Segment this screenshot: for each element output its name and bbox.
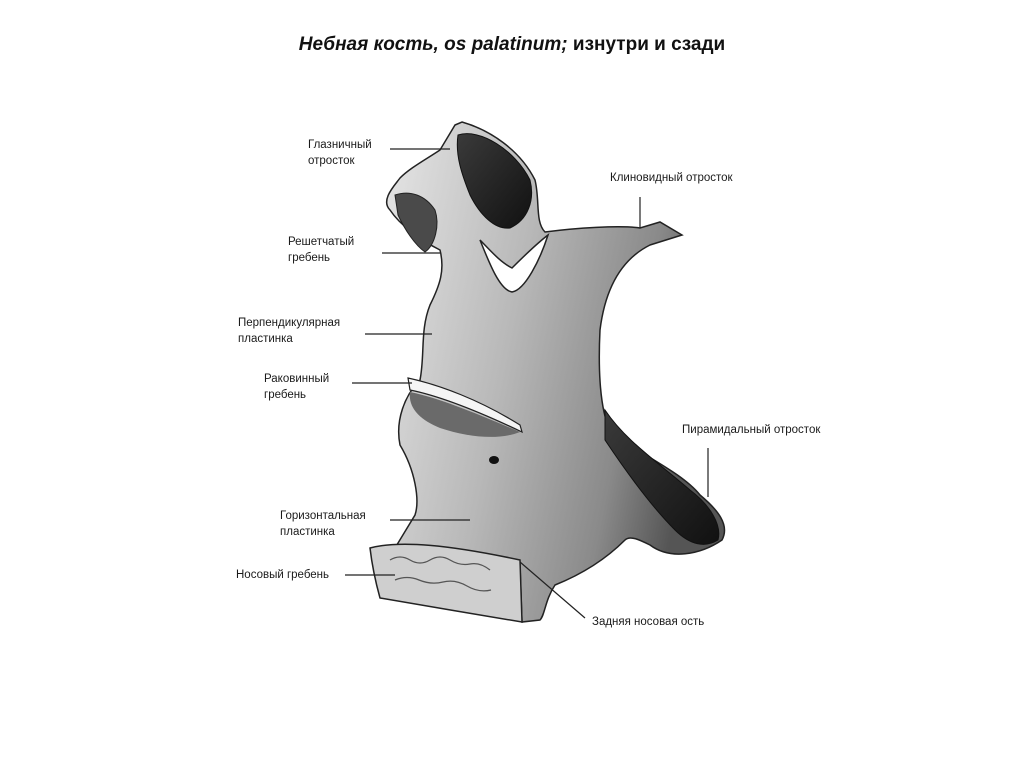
label-ethmoid-line1: Решетчатый (288, 236, 355, 248)
label-conchal-crest (264, 371, 329, 403)
label-ethmoid-crest (288, 234, 354, 266)
label-orbital-line2: отросток (308, 155, 355, 167)
label-orbital-line1: Глазничный (308, 139, 372, 151)
label-horizontal-line2: пластинка (280, 526, 335, 538)
label-pyramidal-line1: Пирамидальный отросток (682, 424, 821, 436)
label-nasal-crest (236, 567, 329, 583)
title-italic: Небная кость, os palatinum; (298, 34, 568, 55)
label-horizontal-plate (280, 508, 366, 540)
label-posterior-spine-line1: Задняя носовая ость (592, 616, 705, 628)
label-conchal-line2: гребень (264, 389, 307, 401)
label-ethmoid-line2: гребень (288, 252, 331, 264)
horizontal-plate (370, 544, 522, 622)
label-perpendicular-line2: пластинка (238, 333, 293, 345)
label-posterior-nasal-spine (592, 614, 704, 630)
label-sphenoid-process (610, 170, 733, 186)
label-conchal-line1: Раковинный (264, 373, 330, 385)
label-horizontal-line1: Горизонтальная (280, 510, 366, 522)
label-sphenoid-line1: Клиновидный отросток (610, 172, 733, 184)
label-perpendicular-line1: Перпендикулярная (238, 317, 341, 329)
small-foramen (489, 456, 499, 464)
title-regular: изнутри и сзади (567, 34, 726, 55)
label-orbital-process (308, 137, 372, 169)
label-perpendicular-plate (238, 315, 340, 347)
label-nasal-crest-line1: Носовый гребень (236, 569, 330, 581)
label-pyramidal-process (682, 422, 820, 438)
